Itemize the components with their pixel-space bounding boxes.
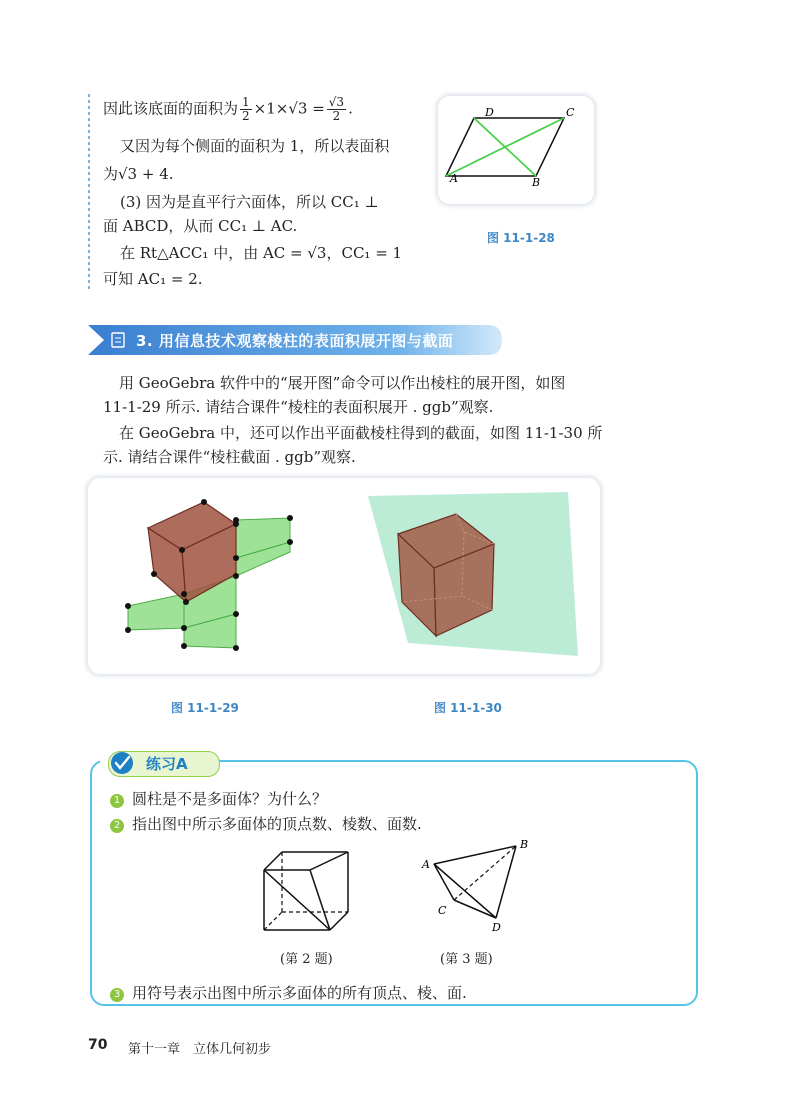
fig3-label-b: B: [520, 838, 529, 851]
paragraph-2-line-1: 在 GeoGebra 中，还可以作出平面截棱柱得到的截面，如图 11-1-30 所: [119, 424, 603, 442]
solution-line-6: 在 Rt△ACC₁ 中，由 AC = √3，CC₁ = 1: [120, 244, 403, 262]
solution-line-5: 面 ABCD，从而 CC₁ ⊥ AC.: [103, 217, 298, 235]
question-3: 3 用符号表示出图中所示多面体的所有顶点、棱、面.: [110, 982, 467, 1004]
label-a: A: [450, 172, 458, 185]
solution-line-7: 可知 AC₁ = 2.: [103, 270, 203, 288]
diagonal-bd: [474, 118, 536, 176]
exercise-title: 练习A: [146, 755, 188, 773]
section-title: 3. 用信息技术观察棱柱的表面积展开图与截面: [136, 332, 454, 350]
exercise-fig2-polyhedron: [258, 846, 358, 936]
exercise-fig3-caption: (第 3 题): [440, 952, 493, 967]
fig3-label-a: A: [422, 858, 430, 871]
label-b: B: [532, 176, 541, 189]
exercise-fig3-tetrahedron: [418, 834, 538, 934]
figure-29-caption: 图 11-1-29: [171, 701, 239, 715]
question-2: 2 指出图中所示多面体的顶点数、棱数、面数.: [110, 813, 422, 835]
question-3-number: 3: [110, 988, 124, 1002]
label-d: D: [485, 106, 494, 119]
fig3-label-d: D: [492, 921, 501, 934]
solution-line-3: 为√3 + 4.: [103, 165, 174, 183]
paragraph-2-line-2: 示. 请结合课件“棱柱截面 . ggb”观察.: [103, 448, 356, 466]
check-icon: [110, 751, 136, 775]
exercise-fig2-caption: (第 2 题): [280, 952, 333, 967]
figure-30-caption: 图 11-1-30: [434, 701, 502, 715]
figures-29-30-card: [88, 478, 600, 674]
prism-net-figure: [108, 478, 348, 674]
fig3-label-c: C: [438, 904, 447, 917]
figure-28-caption: 图 11-1-28: [487, 231, 555, 245]
page-number: 70: [88, 1037, 108, 1053]
label-c: C: [566, 106, 575, 119]
question-1-number: 1: [110, 794, 124, 808]
solution-line-4: (3) 因为是直平行六面体，所以 CC₁ ⊥: [120, 193, 379, 211]
question-1: 1 圆柱是不是多面体？为什么？: [110, 788, 327, 810]
cube-section-figure: [368, 478, 588, 674]
paragraph-1-line-1: 用 GeoGebra 软件中的“展开图”命令可以作出棱柱的展开图，如图: [119, 374, 566, 392]
figure-28-card: [438, 96, 594, 204]
question-2-number: 2: [110, 819, 124, 833]
parallelogram-figure: [438, 96, 594, 204]
solution-line-1: 因此该底面的面积为 $\frac{1}{2}$ ×1×√3 = $\frac{√3}{2}$ .: [103, 95, 353, 123]
paragraph-1-line-2: 11-1-29 所示. 请结合课件“棱柱的表面积展开 . ggb”观察.: [103, 398, 494, 416]
margin-dotted-rule: [88, 94, 90, 290]
net-face-left: [128, 594, 184, 630]
chapter-title: 第十一章 立体几何初步: [128, 1042, 272, 1057]
solution-line-2: 又因为每个侧面的面积为 1，所以表面积: [120, 137, 390, 155]
